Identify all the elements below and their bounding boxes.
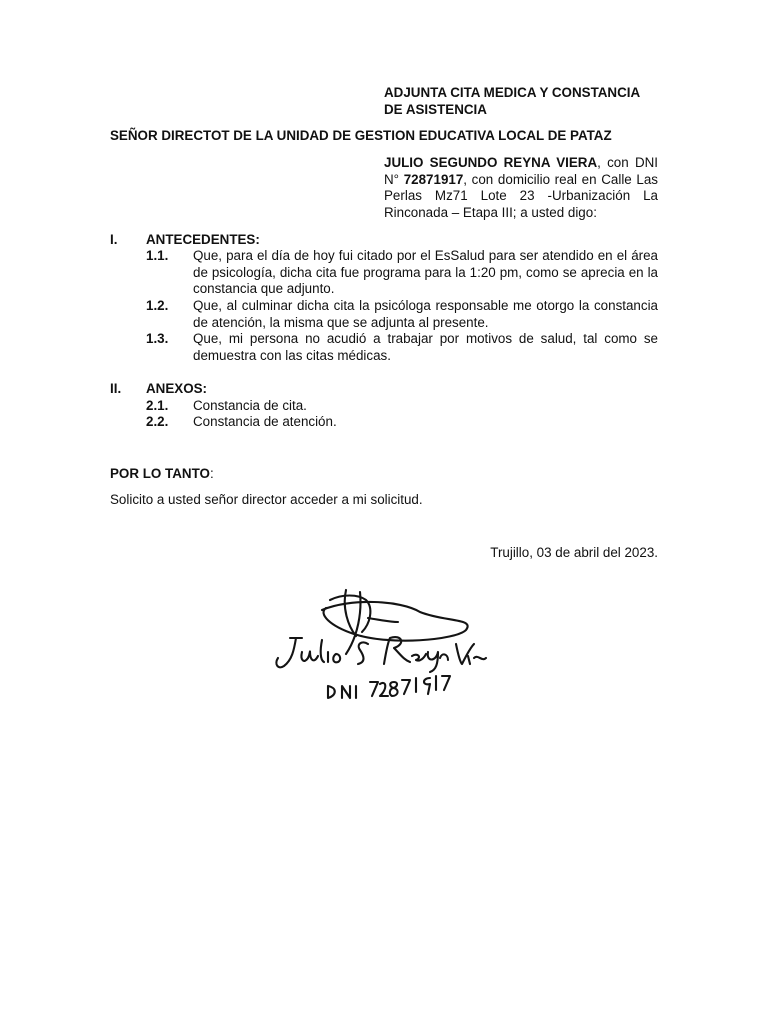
list-item bbox=[146, 414, 658, 431]
item-number: 1.1. bbox=[146, 248, 169, 263]
request-text: Solicito a usted señor director acceder a mi solicitud. bbox=[110, 492, 423, 507]
section-number: II. bbox=[110, 381, 122, 396]
section-title: ANTECEDENTES: bbox=[146, 232, 260, 247]
document-subject bbox=[384, 85, 664, 118]
item-text: Constancia de cita. bbox=[193, 398, 307, 413]
place-date: Trujillo, 03 de abril del 2023. bbox=[490, 545, 658, 560]
closing-colon: : bbox=[209, 466, 214, 481]
item-text: Que, para el día de hoy fui citado por el EsSalud para ser atendido en el área de psicología, dicha cita fue programa para la 1:20 pm, como se aprecia en la constancia que adjunto. bbox=[193, 248, 658, 297]
list-item bbox=[146, 248, 658, 298]
signature-icon bbox=[270, 578, 490, 708]
petitioner-name: JULIO SEGUNDO REYNA VIERA bbox=[384, 155, 598, 170]
item-text: Que, mi persona no acudió a trabajar por motivos de salud, tal como se demuestra con las citas médicas. bbox=[193, 331, 658, 363]
list-item bbox=[146, 331, 658, 364]
closing-heading bbox=[110, 466, 214, 483]
handwritten-signature bbox=[270, 578, 490, 713]
item-text: Que, al culminar dicha cita la psicóloga responsable me otorgo la constancia de atención, la misma que se adjunta al presente. bbox=[193, 298, 658, 330]
item-number: 2.1. bbox=[146, 398, 169, 413]
petitioner-address: , con domicilio real en Calle Las Perlas Mz71 Lote 23 -Urbanización La Rinconada – Etapa III; a usted digo: bbox=[384, 171, 658, 220]
section-number: I. bbox=[110, 232, 118, 247]
section-title: ANEXOS: bbox=[146, 381, 208, 396]
item-text: Constancia de atención. bbox=[193, 414, 337, 429]
petitioner-dni: 72871917 bbox=[403, 171, 464, 187]
subject-line-2: DE ASISTENCIA bbox=[384, 101, 487, 117]
item-number: 1.3. bbox=[146, 331, 169, 346]
item-number: 2.2. bbox=[146, 414, 169, 429]
section-antecedentes-heading bbox=[110, 232, 260, 249]
dni-prefix: , con DNI N° bbox=[384, 155, 658, 187]
section-anexos-heading bbox=[110, 381, 207, 398]
list-item bbox=[146, 298, 658, 331]
subject-line-1: ADJUNTA CITA MEDICA Y CONSTANCIA bbox=[384, 85, 641, 100]
closing-heading-text: POR LO TANTO bbox=[110, 466, 210, 481]
addressee: SEÑOR DIRECTOT DE LA UNIDAD DE GESTION EDUCATIVA LOCAL DE PATAZ bbox=[110, 128, 612, 143]
item-number: 1.2. bbox=[146, 298, 169, 313]
petitioner-block bbox=[384, 155, 658, 221]
list-item bbox=[146, 398, 658, 415]
